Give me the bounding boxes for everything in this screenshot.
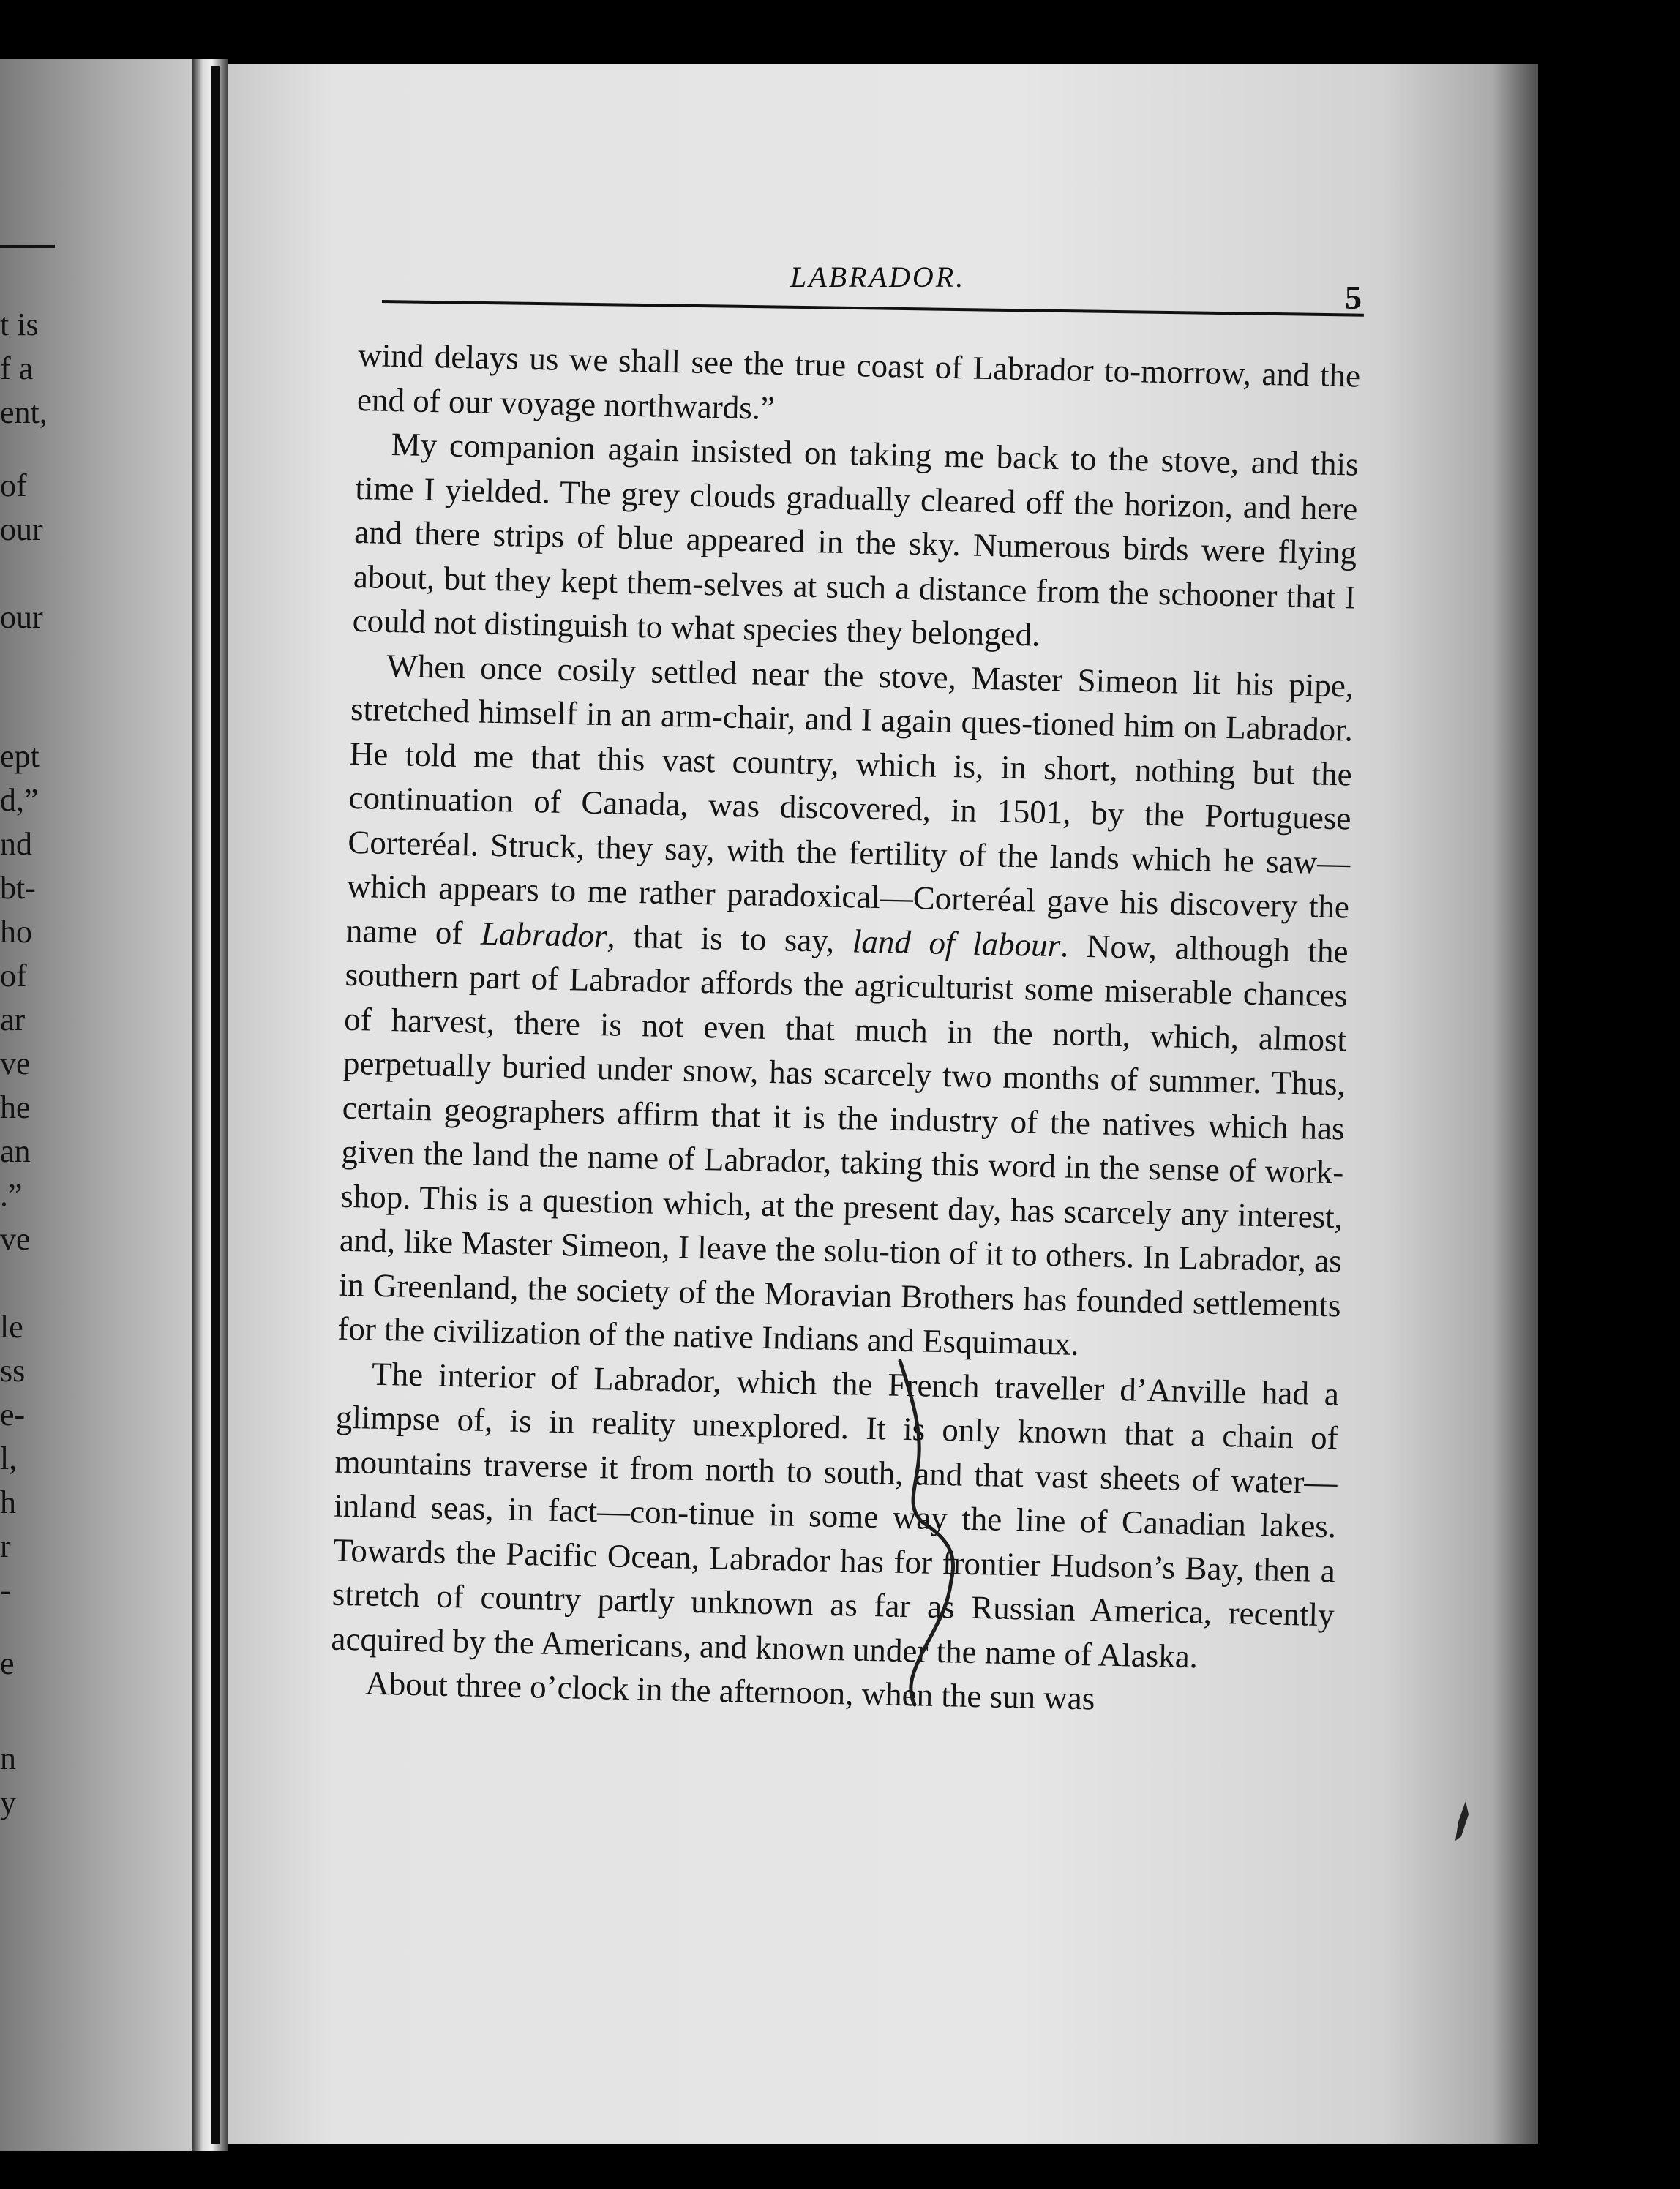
paragraph-text: When once cosily settled near the stove, Master Simeon lit his pipe, stretched himself in an arm-chair, and I again ques-tioned him on Labrador. He told me that this vast country, which is, in short, nothing but the continuation of Canada, was discovered, in 1501, by the Portuguese Corteréal. Struck, they say, with the fertility of the lands which he saw—which appears to me rather paradoxical—Corteréal gave his discovery the name of (345, 647, 1354, 952)
previous-page-line: an (0, 1133, 31, 1169)
paragraph (337, 642, 1354, 1371)
paragraph-continuation: wind delays us we shall see the true coast of Labrador to-morrow, and the end of our voyage northwards.” (356, 336, 1361, 427)
previous-page-line: of (0, 958, 27, 994)
pencil-mark (878, 1346, 1098, 1712)
previous-page-line: ho (0, 914, 32, 950)
paragraph: My companion again insisted on taking me back to the stove, and this time I yielded. The grey clouds gradually cleared off the horizon, and here and there strips of blue appeared in the sky. Numerous birds were flying about, but they kept them-selves at such a distance from the schooner that I could not distinguish to what species they belonged. (352, 425, 1360, 653)
previous-page-strip (0, 59, 192, 2151)
previous-page-line: d,” (0, 782, 39, 818)
previous-page-line: n (0, 1741, 16, 1776)
paragraph-partial: About three o’clock in the afternoon, when the sun was (364, 1664, 1095, 1717)
previous-page-line: ss (0, 1353, 26, 1389)
previous-page-line: ent, (0, 394, 48, 430)
previous-page-line: y (0, 1784, 16, 1820)
binding-line (211, 66, 220, 2144)
previous-page-line: of (0, 468, 27, 503)
book-gutter (192, 59, 228, 2151)
previous-page-line: nd (0, 826, 32, 862)
paragraph-text: , that is to say, (607, 917, 853, 959)
previous-page-line: our (0, 511, 43, 547)
previous-page-line: l, (0, 1441, 18, 1476)
paragraph-text: . Now, although the southern part of Labrador affords the agriculturist some miserable chances of harvest, there is not even that much in the north, which, almost perpetually buried under snow, has scarcely two months of summer. Thus, certain geographers affirm that it is the industry of the natives which has given the land the name of Labrador, taking this word in the sense of work-shop. This is a question which, at the present day, has scarcely any interest, and, like Master Simeon, I leave the solu-tion of it to others. In Labrador, as in Greenland, the society of the Moravian Brothers has founded settlements for the civilization of the native Indians and Esquimaux. (337, 926, 1349, 1362)
previous-page-line: - (0, 1572, 11, 1608)
running-head: LABRADOR. (790, 260, 966, 293)
previous-page-line: ept (0, 738, 40, 774)
previous-page-line: f a (0, 350, 34, 386)
previous-page-line: ar (0, 1002, 26, 1037)
page-number: 5 (1345, 279, 1362, 316)
previous-page-line: le (0, 1309, 23, 1345)
previous-page-rule (0, 245, 55, 248)
paragraph: The interior of Labrador, which the French traveller d’Anville had a glimpse of, is in reality unexplored. It is only known that a chain of mountains traverse it from north to south, and that vast sheets of water—inland seas, in fact—con-tinue in some way the line of Canadian lakes. Towards the Pacific Ocean, Labrador has for frontier Hudson’s Bay, then a stretch of country partly unknown as far as Russian America, recently acquired by the Americans, and known under the name of Alaska. (331, 1355, 1340, 1675)
previous-page-line: .” (0, 1177, 23, 1213)
previous-page-line: our (0, 599, 43, 635)
pencil-smudge (1452, 1800, 1470, 1844)
previous-page-line: e (0, 1645, 15, 1681)
previous-page-line: r (0, 1528, 11, 1564)
previous-page-line: t is (0, 307, 39, 342)
previous-page-line: h (0, 1484, 16, 1520)
italic-term-labrador: Labrador (480, 915, 608, 954)
italic-term-land-of-labour: land of labour (852, 922, 1061, 964)
previous-page-line: bt- (0, 870, 36, 906)
previous-page-line: ve (0, 1221, 31, 1257)
body-text (330, 333, 1361, 1726)
previous-page-line: ve (0, 1045, 31, 1081)
page-edge-shadow (1493, 64, 1544, 2144)
previous-page-line: he (0, 1089, 31, 1125)
previous-page-line: e- (0, 1397, 26, 1433)
